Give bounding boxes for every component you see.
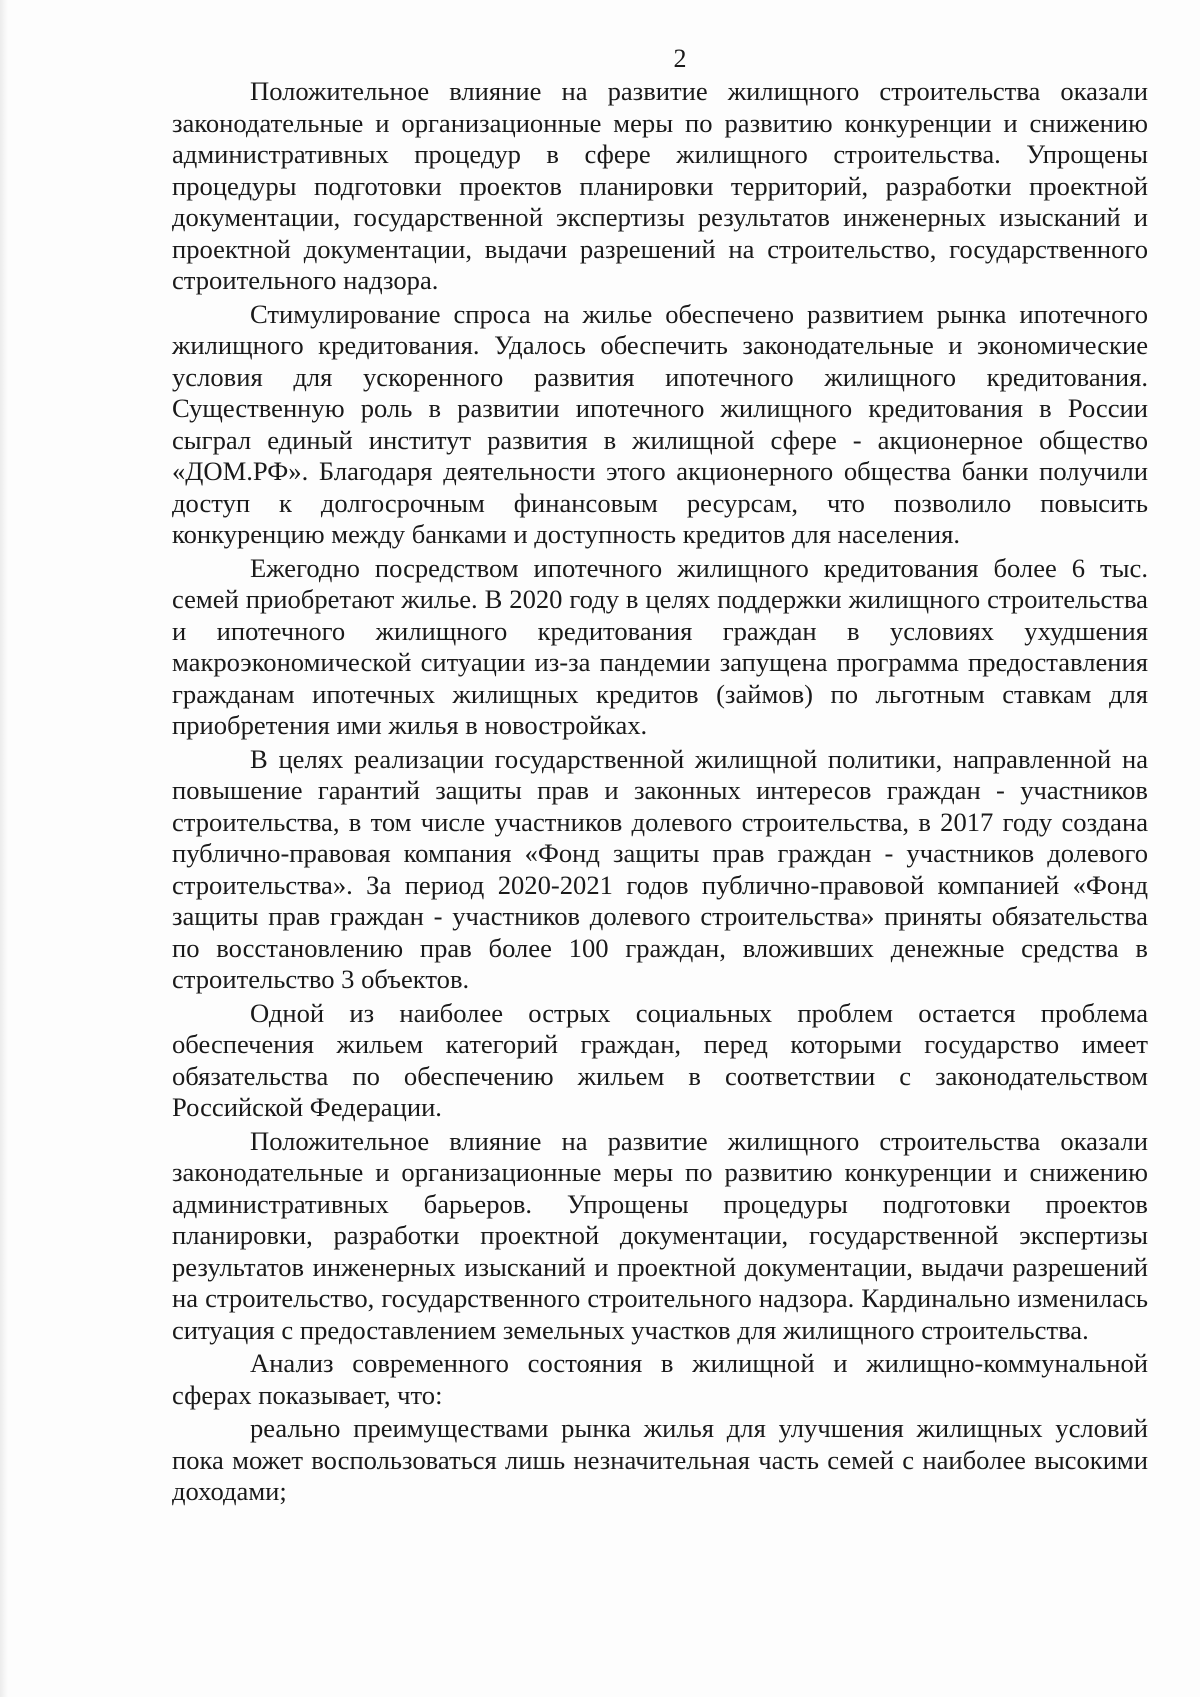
paragraph-mortgage-program: Ежегодно посредством ипотечного жилищного кредитования более 6 тыс. семей приобретают жилье. В 2020 году в целях поддержки жилищного строительства и ипотечного жилищного кредитования граждан в условиях ухудшения макроэкономической ситуации из-за пандемии запущена программа предоставления гражданам ипотечных жилищных кредитов (займов) по льготным ставкам для приобретения ими жилья в новостройках. <box>172 552 1148 740</box>
scan-edge-shadow <box>0 0 8 1697</box>
paragraph-list-item: реально преимуществами рынка жилья для улучшения жилищных условий пока может воспользоваться лишь незначительная часть семей с наиболее высокими доходами; <box>172 1413 1148 1506</box>
paragraph-mortgage-demand: Стимулирование спроса на жилье обеспечено развитием рынка ипотечного жилищного кредитования. Удалось обеспечить законодательные и экономические условия для ускоренного развития ипотечного жилищного кредитования. Существенную роль в развитии ипотечного жилищного кредитования в России сыграл единый институт развития в жилищной сфере - акционерное общество «ДОМ.РФ». Благодаря деятельности этого акционерного общества банки получили доступ к долгосрочным финансовым ресурсам, что позволило повысить конкуренцию между банками и доступность кредитов для населения. <box>172 298 1148 549</box>
paragraph-social-housing-problem: Одной из наиболее острых социальных проблем остается проблема обеспечения жильем категорий граждан, перед которыми государство имеет обязательства по обеспечению жильем в соответствии с законодательством Российской Федерации. <box>172 997 1148 1122</box>
paragraph-analysis-intro: Анализ современного состояния в жилищной и жилищно-коммунальной сферах показывает, что: <box>172 1348 1148 1410</box>
paragraph-shared-construction-fund: В целях реализации государственной жилищной политики, направленной на повышение гарантий защиты прав и законных интересов граждан - участников строительства, в том числе участников долевого строительства, в 2017 году создана публично-правовая компания «Фонд защиты прав граждан - участников долевого строительства». За период 2020-2021 годов публично-правовой компанией «Фонд защиты прав граждан - участников долевого строительства» приняты обязательства по восстановлению прав более 100 граждан, вложивших денежные средства в строительство 3 объектов. <box>172 743 1148 994</box>
paragraph-administrative-barriers: Положительное влияние на развитие жилищного строительства оказали законодательные и организационные меры по развитию конкуренции и снижению административных барьеров. Упрощены процедуры подготовки проектов планировки, разработки проектной документации, государственной экспертизы результатов инженерных изысканий и проектной документации, выдачи разрешений на строительство, государственного строительного надзора. Кардинально изменилась ситуация с предоставлением земельных участков для жилищного строительства. <box>172 1125 1148 1345</box>
document-body <box>172 76 1148 1508</box>
page-number: 2 <box>673 44 687 73</box>
paragraph-housing-construction: Положительное влияние на развитие жилищного строительства оказали законодательные и организационные меры по развитию конкуренции и снижению административных процедур в сфере жилищного строительства. Упрощены процедуры подготовки проектов планировки территорий, разработки проектной документации, государственной экспертизы результатов инженерных изысканий и проектной документации, выдачи разрешений на строительство, государственного строительного надзора. <box>172 76 1148 295</box>
